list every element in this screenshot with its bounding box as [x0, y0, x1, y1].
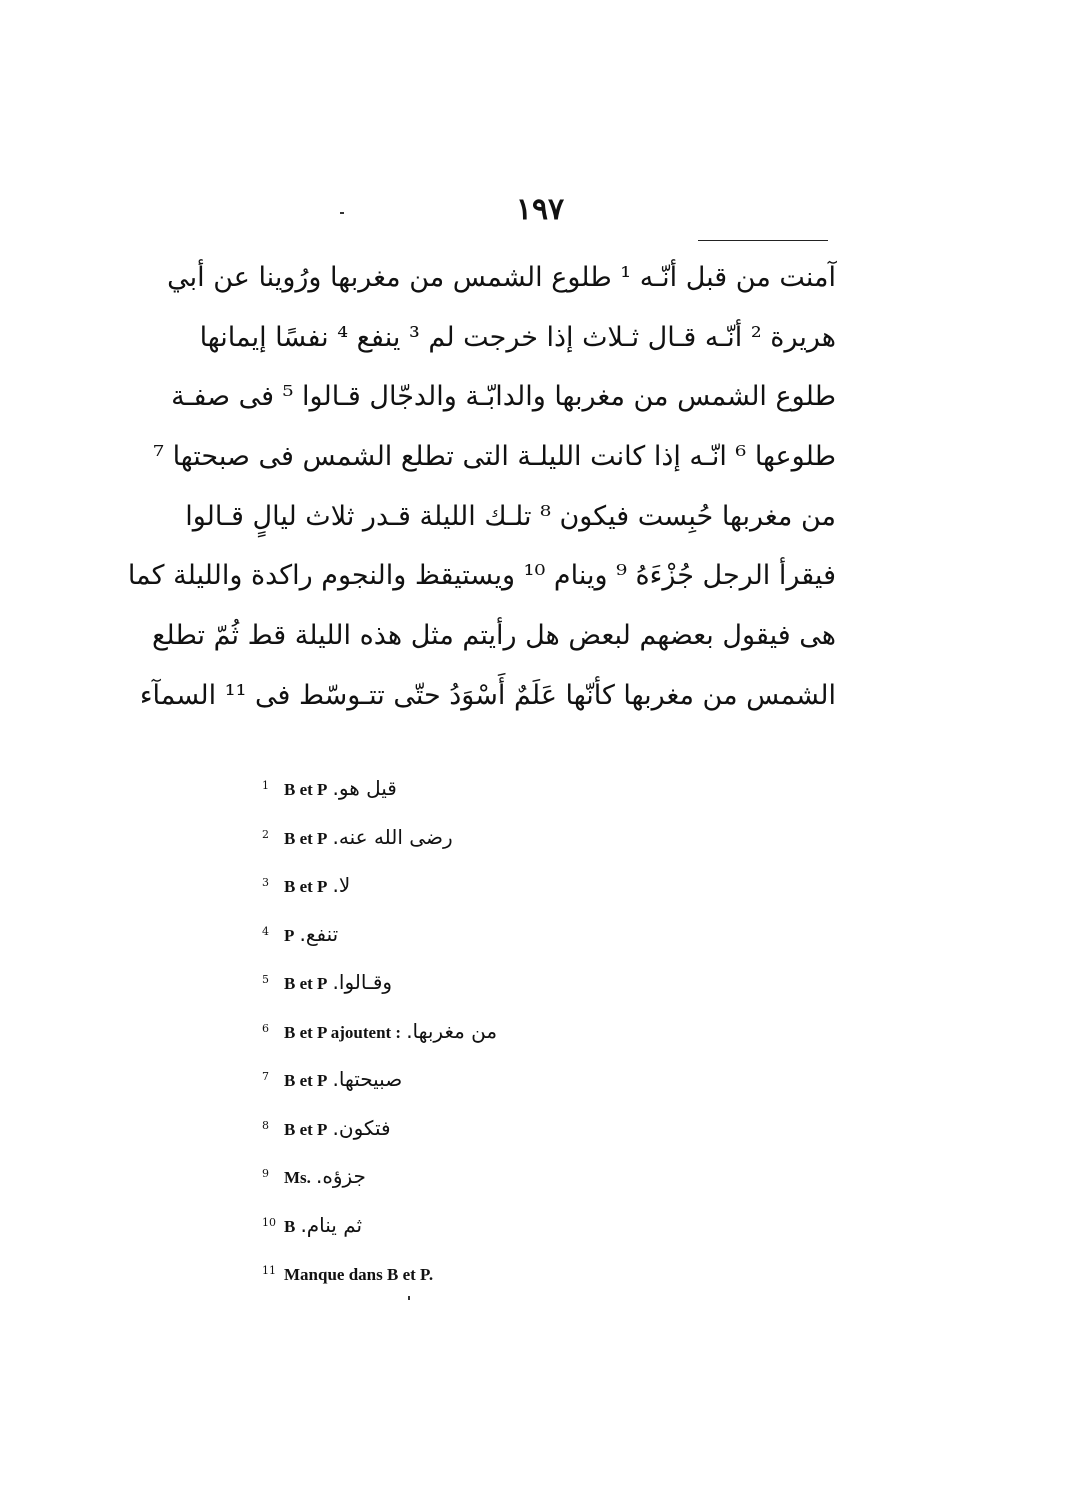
text-line: هى فيقول بعضهم لبعض هل رأيتم مثل هذه الليلة قط ثُمّ تطلع [152, 620, 836, 652]
footnote-variant: رضى الله عنه. [332, 824, 453, 849]
footnote-mark: 10 [262, 1215, 276, 1229]
footnote-mark: 4 [262, 924, 269, 938]
text-line: من مغربها حُبِست فيكون ⁸ تلـك الليلة قـدر ثلاث ليالٍ قـالوا [185, 500, 836, 532]
footnote-mark: 9 [262, 1167, 269, 1180]
footnote-source: B et P ajoutent : [284, 1022, 402, 1042]
text-line: آمنت من قبل أنّـه ¹ طلوع الشمس من مغربها ورُوينا عن أبي [167, 262, 836, 293]
footnote-variant: من مغربها. [406, 1018, 498, 1043]
text-line: فيقرأ الرجل جُزْءَهُ ⁹ وينام ¹⁰ ويستيقظ والنجوم راكدة والليلة كما [127, 560, 836, 592]
footnotes [262, 762, 662, 1296]
footnote-source: B [284, 1216, 296, 1236]
footnote-source: B et P [284, 1071, 328, 1090]
footnote [262, 811, 662, 860]
footnote-variant: لا. [332, 873, 351, 897]
footnote-variant: قيل هو. [332, 776, 397, 800]
footnote-source: Ms. [284, 1168, 311, 1187]
footnote-variant: فتكون. [332, 1115, 391, 1140]
footnote-source: B et P [284, 974, 328, 993]
footnote-source: B et P [284, 1119, 328, 1139]
footnote-mark: 1 [262, 779, 269, 792]
footnote-variant: وقـالوا. [332, 970, 393, 994]
footnote-mark: 11 [262, 1264, 276, 1277]
footnote [262, 1150, 662, 1199]
footnote-source: P [284, 925, 295, 945]
footnote [262, 859, 662, 908]
footnote-variant: ثم ينام. [300, 1212, 363, 1237]
footnote-mark: 2 [262, 827, 269, 841]
footnote [262, 1199, 662, 1248]
page-number: ١٩٧ [515, 192, 565, 227]
footnote-mark: 6 [262, 1021, 269, 1035]
header-rule [698, 240, 828, 241]
main-text [127, 248, 836, 726]
footnote-source: Manque dans B et P. [284, 1265, 434, 1284]
footnote-source: B et P [284, 780, 328, 799]
scan-speck [340, 212, 344, 214]
text-line: الشمس من مغربها كأنّها عَلَمٌ أَسْوَدُ حتّى تتـوسّط فى ¹¹ السمآء [139, 679, 836, 711]
footnote-variant: تنفع. [299, 921, 339, 946]
footnote-mark: 5 [262, 973, 269, 986]
footnote-mark: 7 [262, 1070, 269, 1083]
footnote-variant: صبيحتها. [332, 1067, 403, 1091]
footnote-source: B et P [284, 877, 328, 896]
footnote [262, 1005, 662, 1054]
footnote-mark: 3 [262, 876, 269, 889]
footnote [262, 1102, 662, 1151]
scan-speck [408, 1296, 410, 1300]
footnote [262, 908, 662, 957]
footnote [262, 956, 662, 1005]
text-line: طلوعها ⁶ انّـه إذا كانت الليلـة التى تطلع الشمس فى صبحتها ⁷ [153, 441, 836, 473]
footnote [262, 1053, 662, 1102]
footnote-mark: 8 [262, 1118, 269, 1132]
text-line: طلوع الشمس من مغربها والدابّـة والدجّال قـالوا ⁵ فى صفـة [171, 381, 836, 413]
footnote-variant: جزؤه. [316, 1164, 366, 1188]
text-line: هريرة ² أنّـه قـال ثـلاث إذا خرجت لم ³ ينفع ⁴ نفسًا إيمانها [199, 321, 836, 353]
footnote [262, 1247, 662, 1296]
footnote-source: B et P [284, 828, 328, 848]
footnote [262, 762, 662, 811]
